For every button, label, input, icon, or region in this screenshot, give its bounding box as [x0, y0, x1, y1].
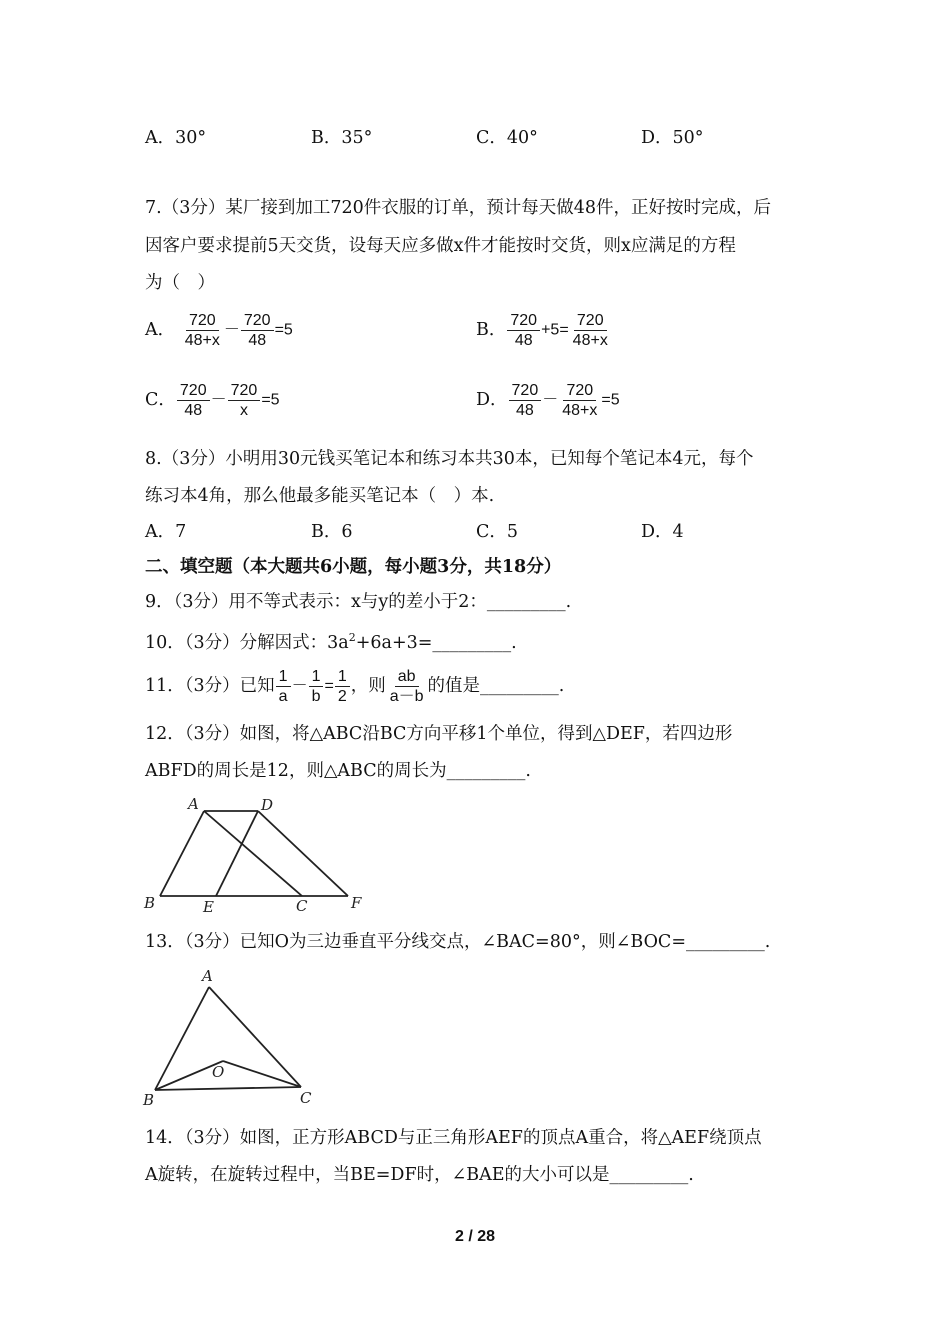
label-a: A	[188, 795, 199, 813]
segment-ac	[204, 811, 302, 896]
q7-option-c: C． $\frac{720}{48}$ － $\frac{720}{x}$ =5	[145, 382, 280, 419]
q7-option-a: A． $\frac{720}{48+x}$ － $\frac{720}{48}$ =5	[145, 312, 293, 349]
fraction: $\frac{1}{2}$	[335, 667, 350, 706]
label-f: F	[351, 894, 362, 912]
q9: 9．（3分）用不等式表示：x与y的差小于2：_________.	[145, 592, 572, 612]
fraction: $\frac{720}{48}$	[509, 381, 542, 420]
figure-q12-translated-triangles	[140, 795, 370, 915]
q6-option-c: C．40°	[476, 128, 538, 148]
q6-option-a: A．30°	[145, 128, 207, 148]
label-b: B	[144, 894, 156, 912]
label-d: D	[261, 796, 274, 814]
q8-line-1: 8.（3分）小明用30元钱买笔记本和练习本共30本，已知每个笔记本4元，每个	[145, 449, 754, 469]
label-c: C	[296, 897, 308, 915]
q7-line-2: 因客户要求提前5天交货，设每天应多做x件才能按时交货，则x应满足的方程	[145, 236, 736, 256]
label-b: B	[143, 1091, 155, 1109]
fraction: $\frac{ab}{a-b}$	[389, 668, 424, 705]
figure-q13-triangle	[140, 965, 330, 1110]
q7-option-d: D． $\frac{720}{48}$ － $\frac{720}{48+x}$ =5	[476, 382, 620, 419]
label-c: C	[300, 1089, 312, 1107]
q8-line-2: 练习本4角，那么他最多能买笔记本（ ）本.	[145, 486, 495, 506]
fraction: $\frac{720}{48+x}$	[572, 312, 608, 349]
segment-bc	[155, 1087, 301, 1090]
q8-option-c: C．5	[476, 522, 519, 542]
fraction: $\frac{720}{48}$	[177, 381, 210, 420]
q10: 10．（3分）分解因式：$3a^2+6a+3=\_\_\_\_\_\_\_\_\_$.	[145, 631, 517, 653]
fraction: $\frac{720}{48}$	[507, 311, 540, 350]
q6-option-d: D．50°	[641, 128, 704, 148]
q8-option-b: B．6	[311, 522, 353, 542]
fraction: $\frac{720}{48}$	[241, 311, 274, 350]
q7-option-b: B． $\frac{720}{48}$ +5= $\frac{720}{48+x}$	[476, 308, 612, 353]
q8-option-a: A．7	[145, 522, 187, 542]
page-number: 2 / 28	[454, 1228, 496, 1245]
q8-option-d: D．4	[641, 522, 684, 542]
q11: 11．（3分）已知 $\frac{1}{a}$ － $\frac{1}{b}$ = $\frac{1}{2}$ ，则 $\frac{ab}{a-b}$ 的值是_________.	[145, 668, 565, 705]
fraction: $\frac{720}{48+x}$	[562, 382, 598, 419]
q14-line-1: 14．（3分）如图，正方形ABCD与正三角形AEF的顶点A重合，将△AEF绕顶点	[145, 1128, 762, 1148]
section-heading: 二、填空题（本大题共6小题，每小题3分，共18分）	[145, 557, 562, 577]
q13: 13．（3分）已知O为三边垂直平分线交点，∠BAC=80°，则∠BOC=_________.	[145, 932, 771, 952]
q12-line-2: ABFD的周长是12，则△ABC的周长为_________.	[145, 761, 531, 781]
fraction: $\frac{1}{a}$	[276, 667, 291, 706]
fraction: $\frac{1}{b}$	[309, 667, 324, 706]
q7-line-1: 7.（3分）某厂接到加工720件衣服的订单，预计每天做48件，正好按时完成，后	[145, 198, 771, 218]
fraction: $\frac{720}{x}$	[228, 381, 261, 420]
q7-line-3: 为（ ）	[145, 273, 215, 293]
label-a: A	[202, 967, 213, 985]
label-o: O	[212, 1063, 225, 1081]
label-e: E	[203, 898, 214, 916]
q14-line-2: A旋转，在旋转过程中，当BE=DF时，∠BAE的大小可以是_________.	[145, 1165, 694, 1185]
segment-df	[258, 811, 348, 896]
segment-ab	[155, 987, 209, 1090]
q6-option-b: B．35°	[311, 128, 373, 148]
fraction: $\frac{720}{48+x}$	[184, 312, 220, 349]
q12-line-1: 12．（3分）如图，将△ABC沿BC方向平移1个单位，得到△DEF，若四边形	[145, 724, 733, 744]
segment-ab	[160, 811, 204, 896]
